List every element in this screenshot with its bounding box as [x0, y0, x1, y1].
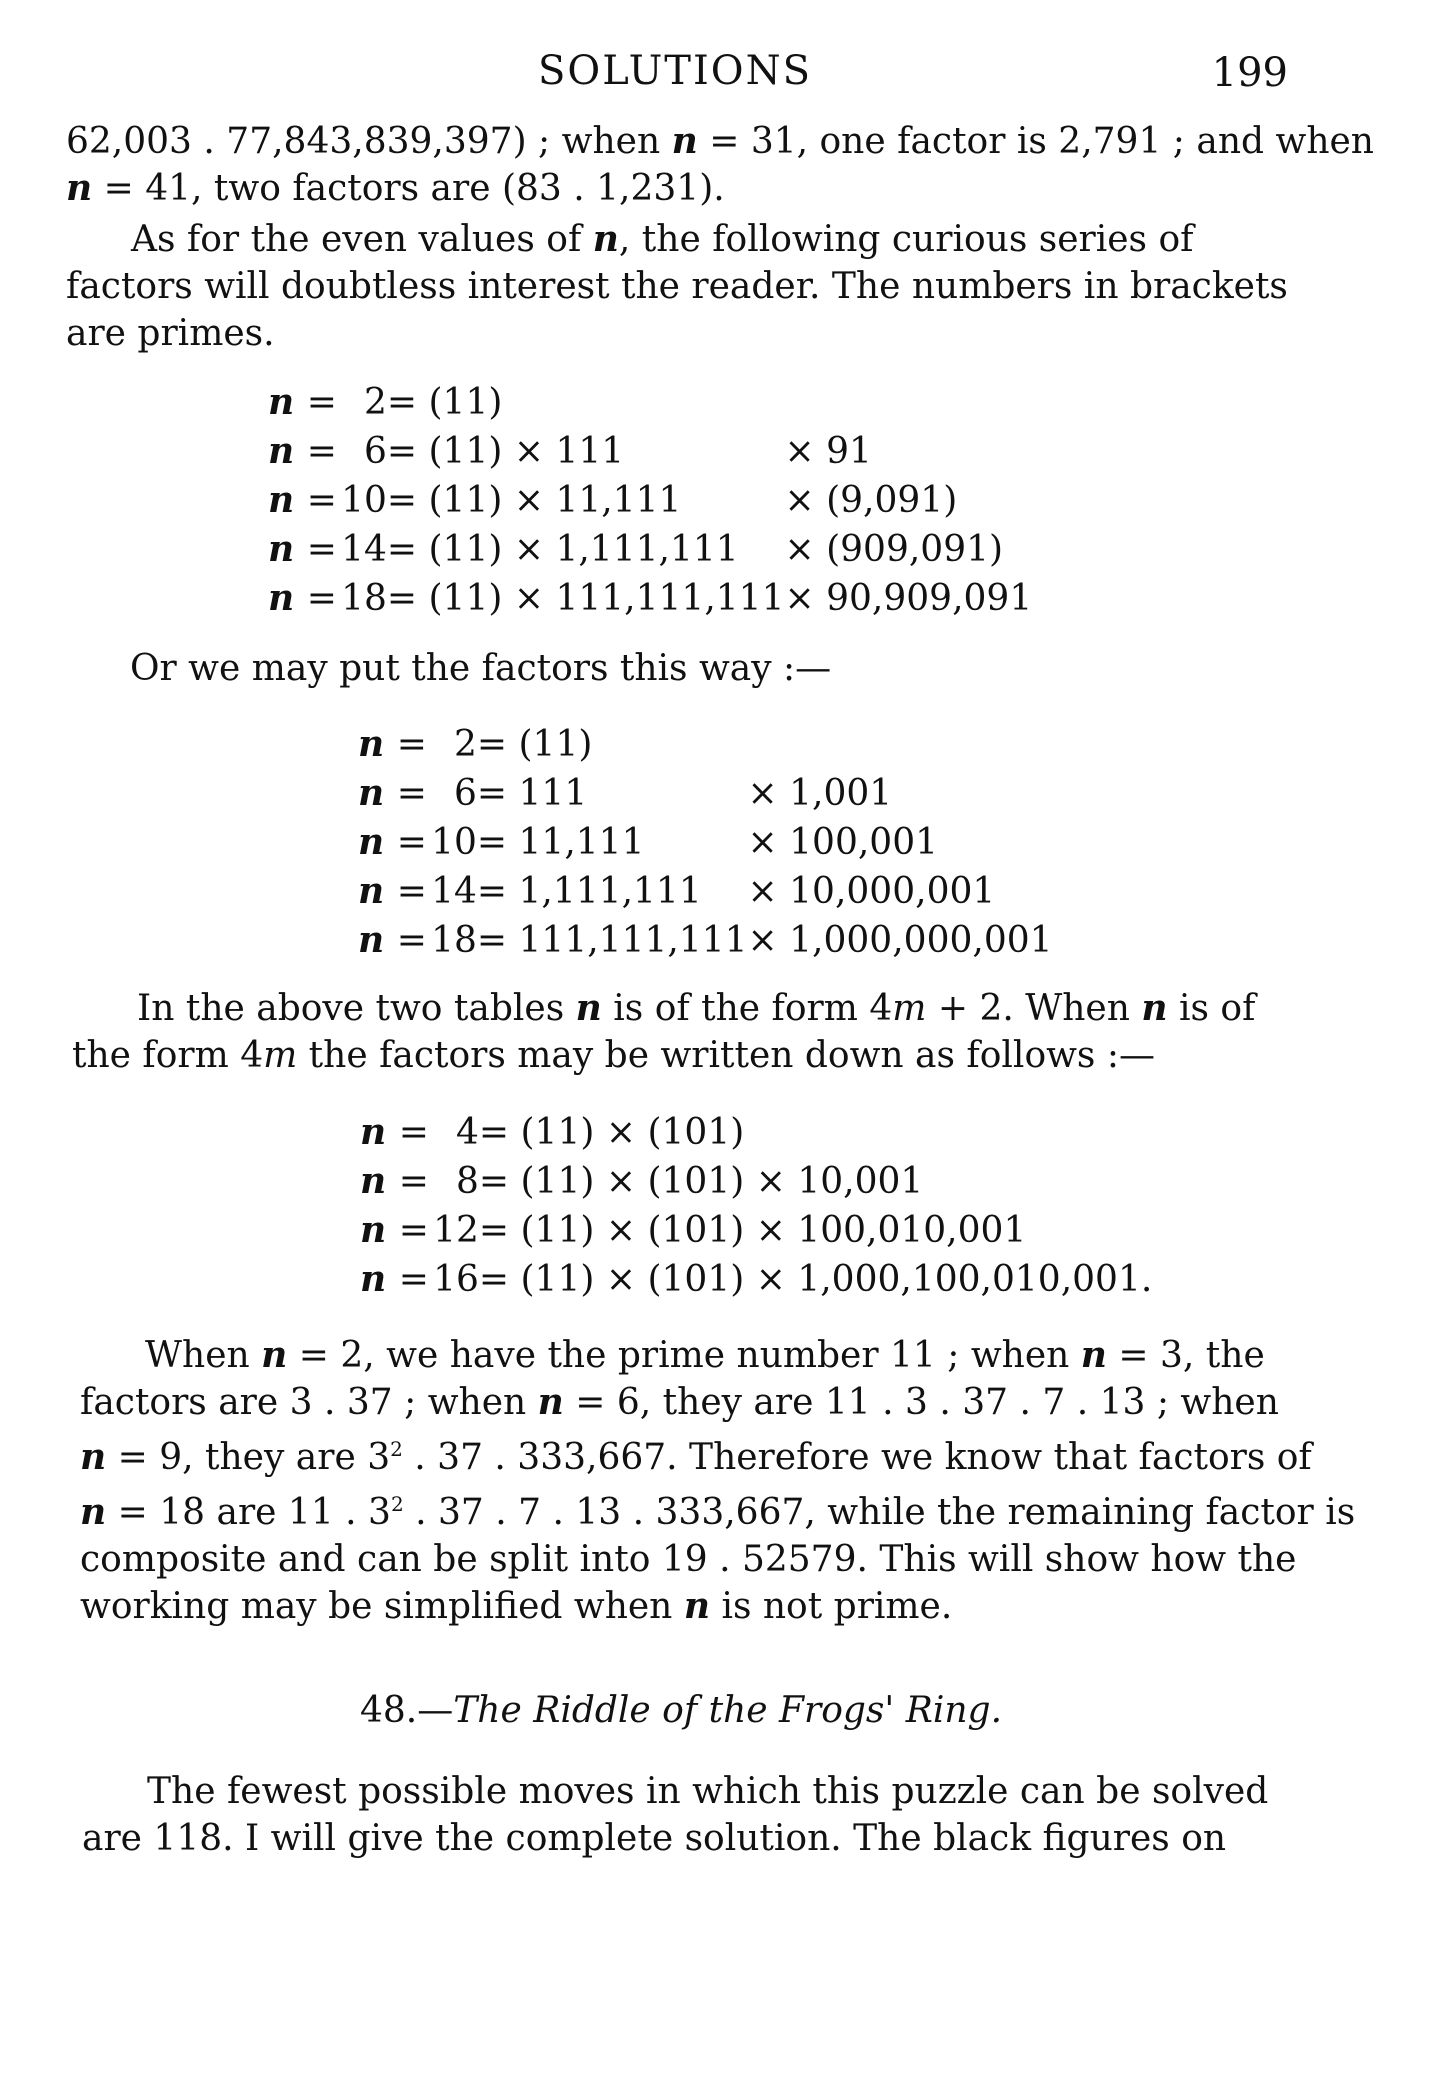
- text-line: are 118. I will give the complete solution. The black figures on: [82, 1818, 1227, 1859]
- page-number: 199: [1211, 50, 1288, 96]
- text-line: n = 18 are 11 . $3^2$ . 37 . 7 . 13 . 333,667, while the remaining factor is: [80, 1491, 1356, 1533]
- factor-table-1: [268, 378, 1032, 623]
- running-header: SOLUTIONS: [538, 48, 812, 94]
- table-row: n = 14 = 1,111,111 × 10,000,001: [358, 870, 996, 912]
- even-values-paragraph: [66, 216, 1291, 357]
- factor-table-3: [360, 1108, 1152, 1304]
- table-row: n = 18 = (11) × 111,111,111 × 90,909,091: [268, 577, 1033, 619]
- table-row: n = 6 = 111 × 1,001: [358, 772, 893, 814]
- text-line: working may be simplified when n is not prime.: [80, 1585, 953, 1627]
- table-row: n = 2 = (11): [358, 723, 593, 765]
- frogs-ring-paragraph: [82, 1768, 1297, 1862]
- text-line: 62,003 . 77,843,839,397) ; when n = 31, one factor is 2,791 ; and when: [66, 120, 1374, 162]
- factor-intro-line: [130, 645, 1355, 692]
- text-line: the form 4m the factors may be written down as follows :—: [72, 1035, 1155, 1076]
- text-line: Or we may put the factors this way :—: [130, 648, 832, 689]
- table-row: n = 18 = 111,111,111 × 1,000,000,001: [358, 919, 1053, 961]
- table-row: n = 8 = (11) × (101) × 10,001: [360, 1160, 924, 1202]
- text-line: In the above two tables n is of the form 4m + 2. When n is of: [137, 987, 1256, 1029]
- table-row: n = 10 = 11,111 × 100,001: [358, 821, 939, 863]
- text-line: As for the even values of n, the following curious series of: [131, 218, 1194, 260]
- table-row: n = 2 = (11): [268, 381, 503, 423]
- text-line: are primes.: [66, 313, 275, 354]
- section-number: 48.—: [360, 1690, 454, 1731]
- intro-paragraph: [66, 118, 1374, 212]
- table-row: n = 14 = (11) × 1,111,111 × (909,091): [268, 528, 1004, 570]
- text-line: n = 41, two factors are (83 . 1,231).: [66, 167, 725, 209]
- table-row: n = 4 = (11) × (101): [360, 1111, 745, 1153]
- text-line: composite and can be split into 19 . 52579. This will show how the: [80, 1539, 1297, 1580]
- text-line: factors are 3 . 37 ; when n = 6, they are 11 . 3 . 37 . 7 . 13 ; when: [80, 1381, 1279, 1423]
- text-line: factors will doubtless interest the reader. The numbers in brackets: [66, 266, 1288, 307]
- section-title: The Riddle of the Frogs' Ring.: [453, 1690, 1003, 1731]
- table-row: n = 6 = (11) × 111 × 91: [268, 430, 872, 472]
- text-line: n = 9, they are $3^2$ . 37 . 333,667. Therefore we know that factors of: [80, 1436, 1312, 1478]
- form-4m-paragraph: [72, 985, 1292, 1079]
- text-line: The fewest possible moves in which this puzzle can be solved: [147, 1771, 1269, 1812]
- table-row: n = 12 = (11) × (101) × 100,010,001: [360, 1209, 1027, 1251]
- table-row: n = 10 = (11) × 11,111 × (9,091): [268, 479, 958, 521]
- prime-factors-paragraph: [80, 1332, 1356, 1630]
- factor-table-2: [358, 720, 1053, 965]
- text-line: When n = 2, we have the prime number 11 ; when n = 3, the: [145, 1334, 1265, 1376]
- section-heading: [360, 1690, 1002, 1731]
- table-row: n = 16 = (11) × (101) × 1,000,100,010,001.: [360, 1258, 1153, 1300]
